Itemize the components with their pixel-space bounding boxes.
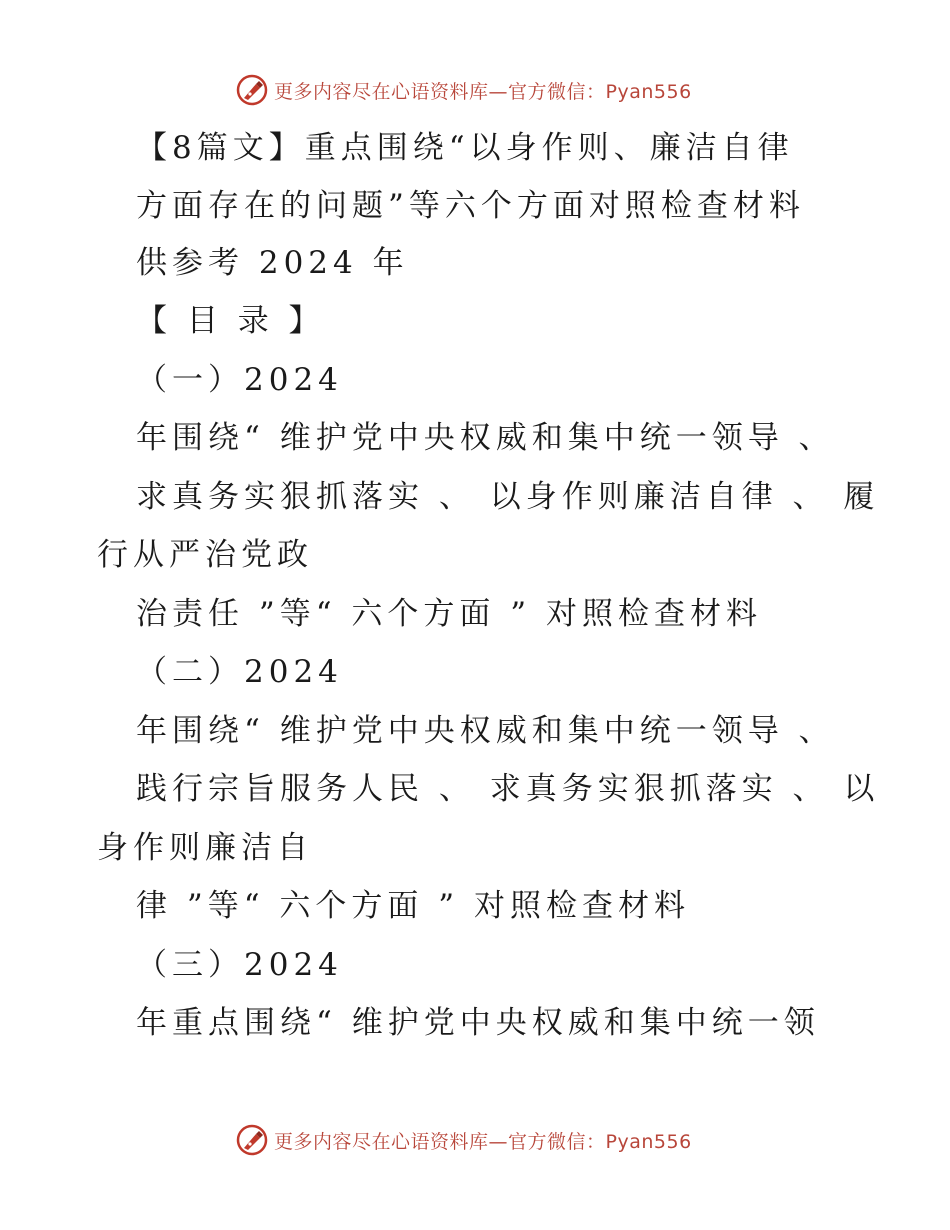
toc-item-1-text: 年围绕“ 维护党中央权威和集中统一领导 、 [136,420,835,456]
toc-item-1-text: 求真务实狠抓落实 、 以身作则廉洁自律 、 履 [136,479,880,515]
toc-item-1-number: （一）2024 [136,362,343,398]
header-banner-text: 更多内容尽在心语资料库—官方微信：Pyan556 [274,80,692,103]
toc-item-2-text: 践行宗旨服务人民 、 求真务实狠抓落实 、 以 [136,771,880,807]
title-line-2: 方面存在的问题”等六个方面对照检查材料 [136,188,805,224]
title-line-1: 【8篇文】重点围绕“以身作则、廉洁自律 [136,130,794,166]
pen-nib-logo-icon [236,1124,268,1156]
toc-item-2-number: （二）2024 [136,654,343,690]
toc-item-3-number: （三）2024 [136,947,343,983]
title-line-3: 供参考 2024 年 [136,245,409,281]
footer-banner-text: 更多内容尽在心语资料库—官方微信：Pyan556 [274,1130,692,1153]
toc-item-2-text: 身作则廉洁自 [97,830,313,866]
toc-item-3-text: 年重点围绕“ 维护党中央权威和集中统一领 [136,1005,820,1041]
footer-banner [236,1122,756,1158]
toc-heading: 【 目 录 】 [136,303,325,339]
toc-item-1-text: 行从严治党政 [97,537,313,573]
pen-nib-logo-icon [236,74,268,106]
toc-item-1-text: 治责任 ”等“ 六个方面 ” 对照检查材料 [136,596,762,632]
toc-item-2-text: 律 ”等“ 六个方面 ” 对照检查材料 [136,888,690,924]
header-banner [236,72,756,108]
toc-item-2-text: 年围绕“ 维护党中央权威和集中统一领导 、 [136,713,835,749]
